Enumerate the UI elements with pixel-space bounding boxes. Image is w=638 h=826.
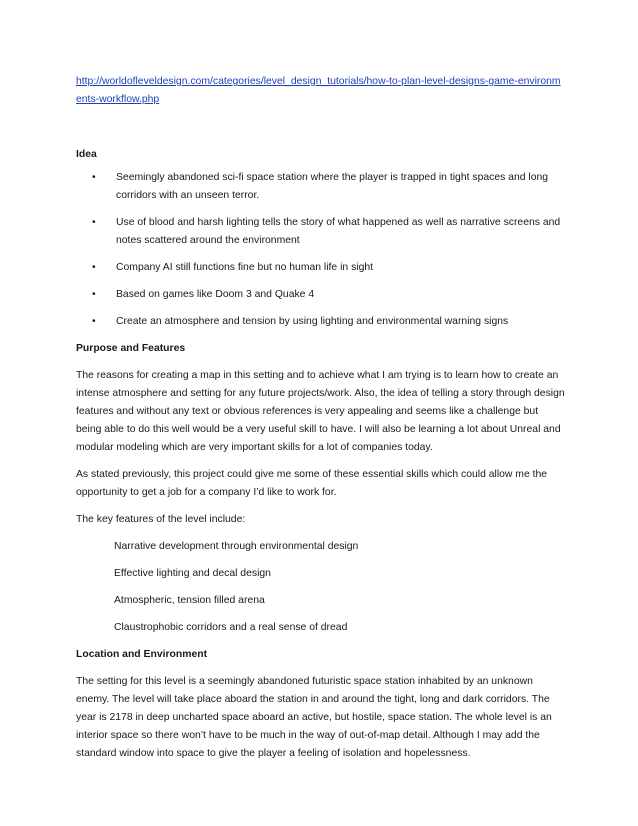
list-item bbox=[76, 169, 566, 205]
purpose-heading: Purpose and Features bbox=[76, 343, 186, 354]
features-intro: The key features of the level include: bbox=[76, 514, 246, 525]
list-item bbox=[76, 313, 566, 331]
reference-link[interactable]: http://worldofleveldesign.com/categories/level_design_tutorials/how-to-plan-level-designs-game-environments-workflow.php bbox=[76, 76, 561, 105]
list-item bbox=[76, 214, 566, 250]
bullet-icon: • bbox=[92, 217, 96, 228]
list-item-text: Seemingly abandoned sci-fi space station where the player is trapped in tight spaces and long corridors with an unseen terror. bbox=[116, 172, 549, 201]
list-item-text: Company AI still functions fine but no human life in sight bbox=[116, 262, 374, 273]
document-page bbox=[76, 73, 566, 772]
bullet-icon: • bbox=[92, 262, 96, 273]
idea-bullet-list bbox=[76, 169, 566, 331]
list-item: Claustrophobic corridors and a real sense of dread bbox=[114, 622, 348, 633]
purpose-paragraph-2: As stated previously, this project could give me some of these essential skills which could allow me the opportunity to get a job for a company I’d like to work for. bbox=[76, 469, 548, 498]
list-item bbox=[76, 259, 566, 277]
list-item: Narrative development through environmental design bbox=[114, 541, 359, 552]
idea-heading: Idea bbox=[76, 149, 97, 160]
bullet-icon: • bbox=[92, 316, 96, 327]
list-item-text: Based on games like Doom 3 and Quake 4 bbox=[116, 289, 315, 300]
list-item: Atmospheric, tension filled arena bbox=[114, 595, 265, 606]
bullet-icon: • bbox=[92, 172, 96, 183]
bullet-icon: • bbox=[92, 289, 96, 300]
features-list bbox=[76, 538, 566, 637]
location-heading: Location and Environment bbox=[76, 649, 208, 660]
list-item bbox=[76, 286, 566, 304]
location-paragraph: The setting for this level is a seemingly abandoned futuristic space station inhabited by an unknown enemy. The level will take place aboard the station in and around the tight, long and dark corridors. The year is 2178 in deep uncharted space aboard an active, but hostile, space station. The whole level is an interior space so there won’t have to be much in the way of out-of-map detail. Although I may add the standard window into space to give the player a feeling of isolation and hopelessness. bbox=[76, 676, 552, 759]
list-item-text: Create an atmosphere and tension by using lighting and environmental warning signs bbox=[116, 316, 509, 327]
list-item-text: Use of blood and harsh lighting tells the story of what happened as well as narrative screens and notes scattered around the environment bbox=[116, 217, 561, 246]
list-item: Effective lighting and decal design bbox=[114, 568, 271, 579]
purpose-paragraph-1: The reasons for creating a map in this setting and to achieve what I am trying is to learn how to create an intense atmosphere and setting for any future projects/work. Also, the idea of telling a story through design features and without any text or obvious references is very appealing and seems like a challenge but being able to do this well would be a very useful skill to have. I will also be learning a lot about Unreal and modular modeling which are very important skills for a lot of companies today. bbox=[76, 370, 565, 453]
